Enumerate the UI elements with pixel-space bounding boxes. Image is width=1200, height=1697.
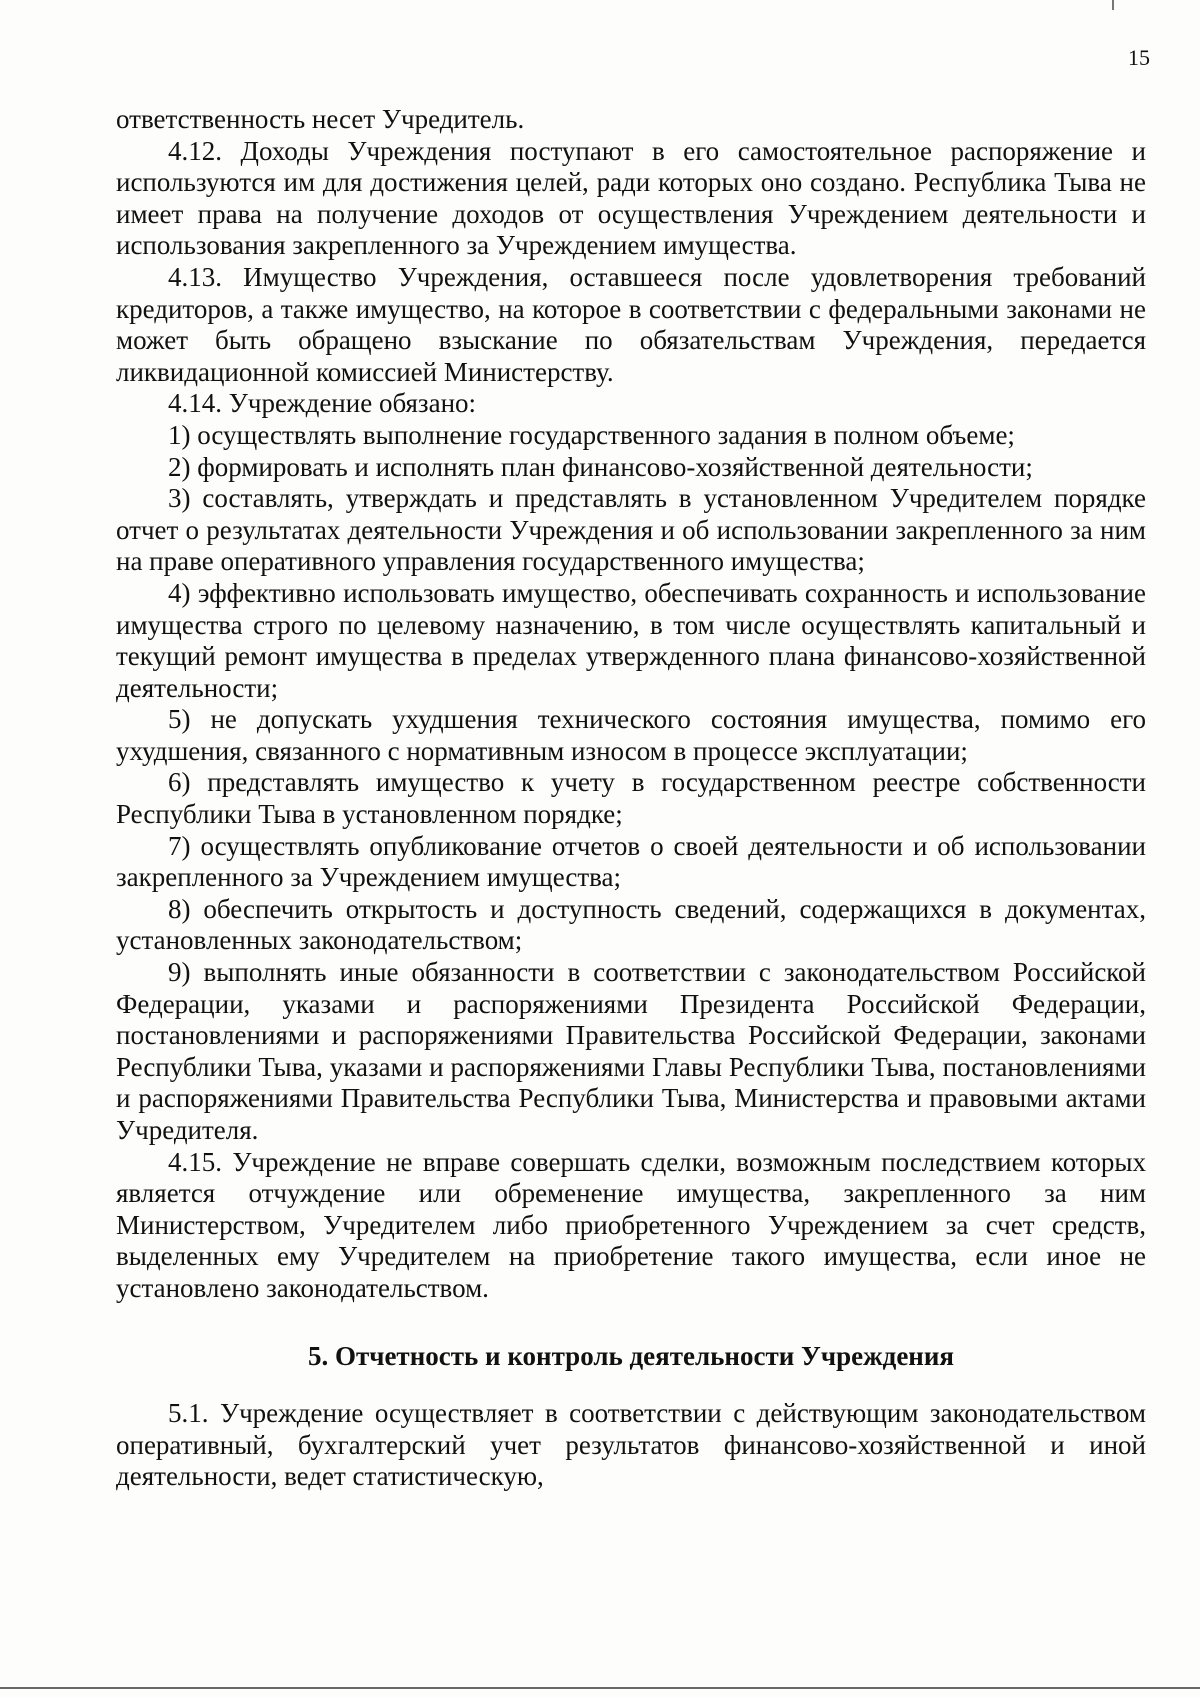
list-item: 3) составлять, утверждать и представлять в установленном Учредителем порядке отчет о результатах деятельности Учреждения и об использовании закрепленного за ним на праве оперативного управления государственного имущества; bbox=[116, 483, 1146, 577]
scan-edge-line bbox=[0, 1687, 1200, 1689]
list-item: 1) осуществлять выполнение государственного задания в полном объеме; bbox=[168, 419, 1015, 450]
paragraph: 4.14. Учреждение обязано: bbox=[168, 388, 477, 419]
page-number: 15 bbox=[1128, 45, 1150, 70]
list-item: 4) эффективно использовать имущество, обеспечивать сохранность и использование имущества строго по целевому назначению, в том числе осуществлять капитальный и текущий ремонт имущества в пределах утвержденного плана финансово-хозяйственной деятельности; bbox=[116, 577, 1146, 703]
scan-mark bbox=[1112, 0, 1114, 10]
section-heading: 5. Отчетность и контроль деятельности Учреждения bbox=[307, 1340, 955, 1371]
list-item: 6) представлять имущество к учету в государственном реестре собственности Республики Тыва в установленном порядке; bbox=[116, 767, 1146, 830]
paragraph: 4.12. Доходы Учреждения поступают в его самостоятельное распоряжение и используются им для достижения целей, ради которых оно создано. Республика Тыва не имеет права на получение доходов от осуществления Учреждением деятельности и использования закрепленного за Учреждением имущества. bbox=[116, 135, 1146, 261]
list-item: 7) осуществлять опубликование отчетов о своей деятельности и об использовании закрепленного за Учреждением имущества; bbox=[116, 830, 1146, 893]
list-item: 5) не допускать ухудшения технического состояния имущества, помимо его ухудшения, связанного с нормативным износом в процессе эксплуатации; bbox=[116, 704, 1146, 766]
paragraph: ответственность несет Учредитель. bbox=[116, 104, 525, 134]
document-body bbox=[116, 104, 1146, 1493]
list-item: 9) выполнять иные обязанности в соответствии с законодательством Российской Федерации, указами и распоряжениями Президента Российской Федерации, постановлениями и распоряжениями Правительства Российской Федерации, законами Республики Тыва, указами и распоряжениями Главы Республики Тыва, постановлениями и распоряжениями Правительства Республики Тыва, Министерства и правовыми актами Учредителя. bbox=[116, 957, 1146, 1145]
paragraph: 4.15. Учреждение не вправе совершать сделки, возможным последствием которых является отчуждение или обременение имущества, закрепленного за ним Министерством, Учредителем либо приобретенного Учреждением за счет средств, выделенных ему Учредителем на приобретение такого имущества, если иное не установлено законодательством. bbox=[116, 1146, 1146, 1303]
paragraph: 5.1. Учреждение осуществляет в соответствии с действующим законодательством оперативный, бухгалтерский учет результатов финансово-хозяйственной и иной деятельности, ведет статистическую, bbox=[116, 1398, 1146, 1492]
list-item: 2) формировать и исполнять план финансово-хозяйственной деятельности; bbox=[168, 451, 1033, 482]
paragraph: 4.13. Имущество Учреждения, оставшееся после удовлетворения требований кредиторов, а также имущество, на которое в соответствии с федеральными законами не может быть обращено взыскание по обязательствам Учреждения, передается ликвидационной комиссией Министерству. bbox=[116, 261, 1146, 387]
list-item: 8) обеспечить открытость и доступность сведений, содержащихся в документах, установленных законодательством; bbox=[116, 893, 1146, 956]
